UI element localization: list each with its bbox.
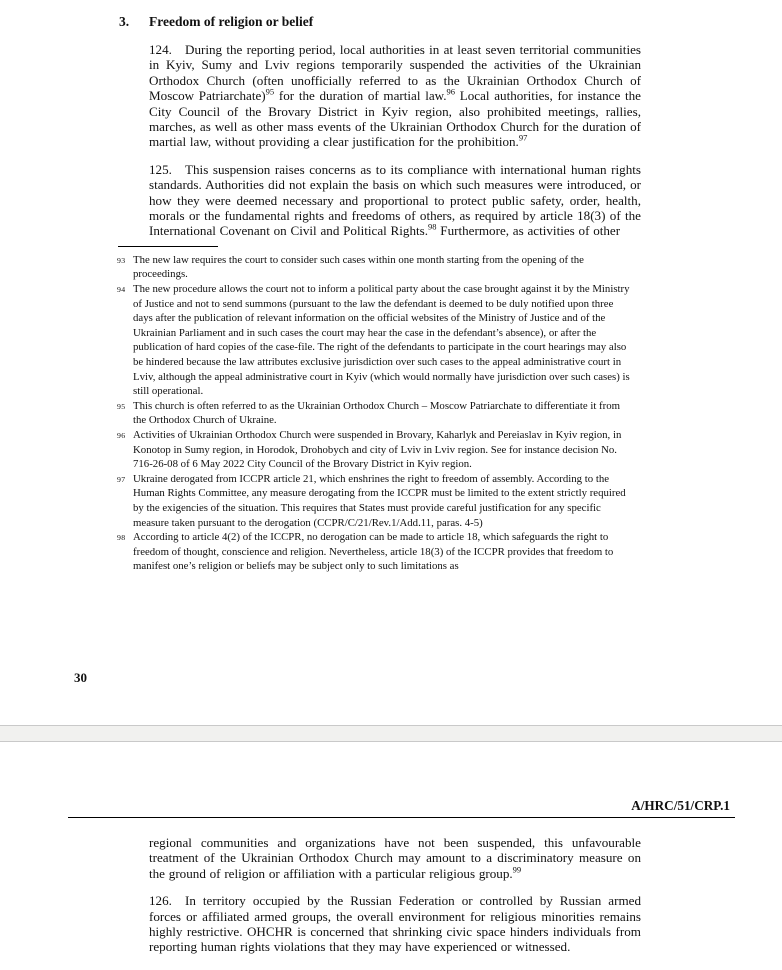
document-symbol-header: A/HRC/51/CRP.1 bbox=[631, 798, 730, 813]
footnote-reference: 96 bbox=[446, 86, 456, 97]
paragraph: 125. This suspension raises concerns as to its compliance with international human rights standards. Authorities did not explain the basis on which such measures were introduced, or how they were deemed necessary and proportional to protect public safety, order, health, morals or the fundamental rights and freedoms of others, as required by article 18(3) of the International Covenant on Civil and Political Rights.$^{98}$ Furthermore, as activities of other bbox=[149, 161, 641, 239]
footnote-reference: 99 bbox=[512, 864, 522, 875]
page-number: 30 bbox=[74, 670, 87, 685]
footnote-separator-rule bbox=[118, 246, 218, 247]
footnote bbox=[117, 399, 631, 428]
paragraph: 126. In territory occupied by the Russian Federation or controlled by Russian armed forces or affiliated armed groups, the overall environment for religious minorities remains highly restrictive. OHCHR is concerned that shrinking civic space hinders individuals from reporting human rights violations that they may have experienced or witnessed. bbox=[149, 893, 641, 955]
section-heading bbox=[119, 14, 782, 30]
footnote-text: This church is often referred to as the Ukrainian Orthodox Church – Moscow Patriarchate to differentiate it from the Orthodox Church of Ukraine. bbox=[133, 399, 621, 427]
footnote-area bbox=[117, 246, 631, 574]
footnote-reference: 98 bbox=[428, 222, 437, 233]
footnote-number: 98 bbox=[117, 533, 126, 543]
section-number: 3. bbox=[119, 14, 130, 29]
footnote-text: Ukraine derogated from ICCPR article 21, which enshrines the right to freedom of assembly. According to the Human Rights Committee, any measure derogating from the ICCPR must be limited to the extent strictly required by the exigencies of the situation. This requires that States must provide careful justification for any specific measure taken pursuant to the derogation (CCPR/C/21/Rev.1/Add.11, paras. 4-5) bbox=[133, 472, 626, 529]
footnote-text: The new law requires the court to consider such cases within one month starting from the opening of the proceedings. bbox=[133, 253, 584, 281]
footnote-number: 97 bbox=[117, 474, 126, 484]
footnote-text: Activities of Ukrainian Orthodox Church were suspended in Brovary, Kaharlyk and Pereiaslav in Kyiv region, in Konotop in Sumy region, in Horodok, Drohobych and city of Lviv in Lviv region. See for instance decision No. 716-26-08 of 6 May 2022 City Council of the Brovary District in Kyiv region. bbox=[133, 429, 622, 471]
body-text-block bbox=[149, 835, 641, 955]
footnote-number: 94 bbox=[117, 285, 126, 295]
footnote bbox=[117, 282, 631, 399]
body-text-block bbox=[149, 42, 641, 239]
footnote bbox=[117, 428, 631, 472]
paragraph: regional communities and organizations have not been suspended, this unfavourable treatment of the Ukrainian Orthodox Church may amount to a discriminatory measure on the ground of religion or affiliation with a particular religious group.$^{99}$ bbox=[149, 835, 641, 881]
page-break-band bbox=[0, 725, 782, 742]
footnote-list bbox=[117, 253, 631, 574]
footnote bbox=[117, 253, 631, 282]
footnote-number: 93 bbox=[117, 255, 126, 265]
footnote-number: 96 bbox=[117, 431, 126, 440]
footnote-reference: 97 bbox=[518, 133, 528, 144]
footnote bbox=[117, 472, 631, 530]
footnote-text: The new procedure allows the court not to inform a political party about the case brought against it by the Ministry of Justice and not to send summons (pursuant to the law the defendant is deemed to be duly notified upon three days after the publication of relevant information on the official websites of the Ministry of Justice and of the Ukrainian Parliament and in such cases the court may hear the case in the defendant’s absence), or after the publication of hard copies of the case-file. The right of the defendants to participate in the court hearings may also be hindered because the law attributes exclusive jurisdiction over such cases to the appeal administrative court in Lviv, although the appeal administrative court in Kyiv (which would normally have jurisdiction over such cases) is still operational. bbox=[133, 283, 630, 398]
footnote-text: According to article 4(2) of the ICCPR, no derogation can be made to article 18, which safeguards the right to freedom of thought, conscience and religion. Nevertheless, article 18(3) of the ICCPR provides that freedom to manifest one’s religion or beliefs may be subject only to such limitations as bbox=[133, 531, 614, 573]
section-title: Freedom of religion or belief bbox=[149, 14, 314, 29]
footnote-number: 95 bbox=[117, 401, 126, 411]
footnote-reference: 95 bbox=[265, 86, 275, 97]
header-rule bbox=[68, 817, 735, 818]
footnote bbox=[117, 530, 631, 574]
document-page-next bbox=[0, 742, 782, 970]
paragraph: 124. During the reporting period, local authorities in at least seven territorial communities in Kyiv, Sumy and Lviv regions temporarily suspended the activities of the Ukrainian Orthodox Church (often unofficially referred to as the Ukrainian Orthodox Church of Moscow Patriarchate)$^{95}$ for the duration of martial law.$^{96}$ Local authorities, for instance the City Council of the Brovary District in Kyiv region, also prohibited meetings, rallies, marches, as well as other mass events of the Ukrainian Orthodox Church for the duration of martial law, without providing a clear justification for the prohibition.$^{97}$ bbox=[149, 42, 641, 150]
